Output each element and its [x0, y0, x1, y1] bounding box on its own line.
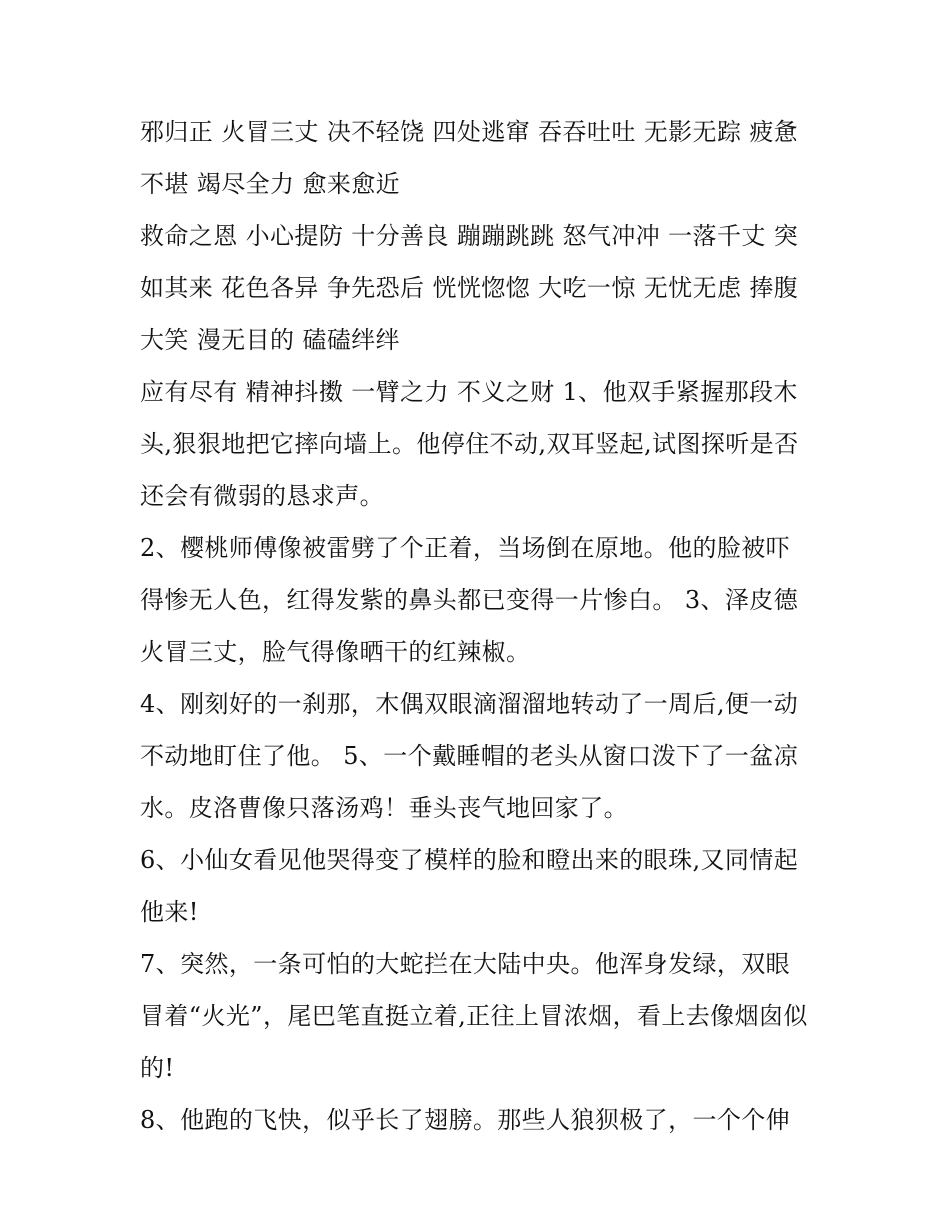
text-paragraph: 8、他跑的飞快，似乎长了翅膀。那些人狼狈极了，一个个伸 [140, 1106, 791, 1134]
text-paragraph: 6、小仙女看见他哭得变了模样的脸和瞪出来的眼珠,又同情起他来! [140, 846, 799, 926]
idiom-list-paragraph: 救命之恩 小心提防 十分善良 蹦蹦跳跳 怒气冲冲 一落千丈 突如其来 花色各异 争先恐后 恍恍惚惚 大吃一惊 无忧无虑 捧腹大笑 漫无目的 磕磕绊绊 [140, 222, 799, 354]
idiom-list-paragraph: 邪归正 火冒三丈 决不轻饶 四处逃窜 吞吞吐吐 无影无踪 疲惫不堪 竭尽全力 愈来愈近 [140, 118, 799, 198]
text-paragraph: 7、突然，一条可怕的大蛇拦在大陆中央。他浑身发绿，双眼冒着“火光”，尾巴笔直挺立着,正往上冒浓烟，看上去像烟囱似的! [140, 950, 808, 1082]
text-paragraph: 4、刚刻好的一刹那，木偶双眼滴溜溜地转动了一周后,便一动不动地盯住了他。 5、一个戴睡帽的老头从窗口泼下了一盆凉水。皮洛曹像只落汤鸡！垂头丧气地回家了。 [140, 690, 799, 822]
text-paragraph: 应有尽有 精神抖擞 一臂之力 不义之财 1、他双手紧握那段木头,狠狠地把它摔向墙上。他停住不动,双耳竖起,试图探听是否还会有微弱的恳求声。 [140, 378, 799, 510]
text-paragraph: 2、樱桃师傅像被雷劈了个正着，当场倒在原地。他的脸被吓得惨无人色，红得发紫的鼻头都已变得一片惨白。 3、泽皮德火冒三丈，脸气得像晒干的红辣椒。 [140, 534, 799, 666]
